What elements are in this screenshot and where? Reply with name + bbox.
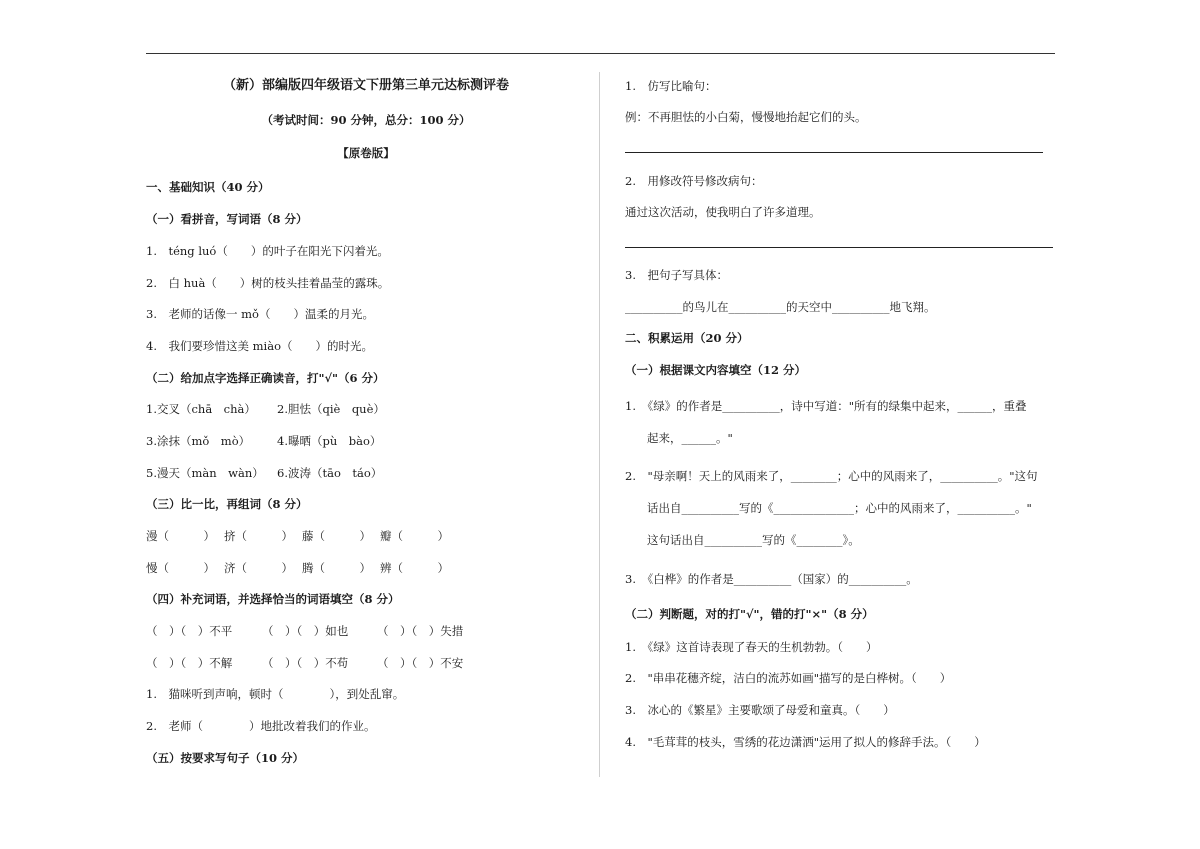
- judge-4: 4. "毛茸茸的枝头，雪绣的花边潇洒"运用了拟人的修辞手法。（ ）: [625, 735, 986, 749]
- expand-sentence: __________的鸟儿在__________的天空中__________地飞翔。: [625, 300, 936, 314]
- sentence-task-2: 2. 用修改符号修改病句：: [625, 174, 763, 188]
- exam-subtitle: （考试时间：90 分钟，总分：100 分）: [261, 113, 471, 127]
- idiom-blank: （ ）（ ）不安: [377, 656, 464, 670]
- part-2-heading: （二）给加点字选择正确读音，打"√"（6 分）: [146, 371, 385, 385]
- recall-2-cont: 话出自__________写的《______________；心中的风雨来了，__________。": [647, 501, 1032, 515]
- idiom-blank: （ ）（ ）不解: [146, 656, 233, 670]
- recall-1-cont: 起来，______。": [647, 431, 733, 445]
- question-1: 1. téng luó（ ）的叶子在阳光下闪着光。: [146, 244, 389, 258]
- pronunciation-5: 5.漫天（màn wàn）: [146, 466, 264, 480]
- fill-question-2: 2. 老师（ ）地批改着我们的作业。: [146, 719, 376, 733]
- answer-line: [625, 152, 1043, 153]
- compare-word: 挤（ ）: [224, 529, 293, 543]
- judge-3: 3. 冰心的《繁星》主要歌颂了母爱和童真。（ ）: [625, 703, 895, 717]
- exam-title: （新）部编版四年级语文下册第三单元达标测评卷: [222, 78, 509, 93]
- sentence-task-3: 3. 把句子写具体：: [625, 268, 728, 282]
- question-3: 3. 老师的话像一 mǒ（ ）温柔的月光。: [146, 307, 374, 321]
- idiom-blank: （ ）（ ）如也: [262, 624, 349, 638]
- pronunciation-3: 3.涂抹（mǒ mò）: [146, 434, 251, 448]
- recall-1: 1. 《绿》的作者是__________，诗中写道："所有的绿集中起来，______，重叠: [625, 399, 1027, 413]
- pronunciation-1: 1.交叉（chā chà）: [146, 402, 256, 416]
- idiom-blank: （ ）（ ）不平: [146, 624, 233, 638]
- compare-word: 济（ ）: [224, 561, 293, 575]
- compare-word: 藤（ ）: [302, 529, 371, 543]
- compare-word: 瓣（ ）: [380, 529, 449, 543]
- sentence-example: 例：不再胆怯的小白菊，慢慢地抬起它们的头。: [625, 110, 867, 124]
- edition-label: 【原卷版】: [337, 146, 395, 160]
- fill-question-1: 1. 猫咪听到声响，顿时（ ），到处乱窜。: [146, 687, 405, 701]
- question-4: 4. 我们要珍惜这美 miào（ ）的时光。: [146, 339, 373, 353]
- compare-word: 漫（ ）: [146, 529, 215, 543]
- part-3-heading: （三）比一比，再组词（8 分）: [146, 497, 308, 511]
- compare-word: 慢（ ）: [146, 561, 215, 575]
- compare-word: 辨（ ）: [380, 561, 449, 575]
- part-5-heading: （五）按要求写句子（10 分）: [146, 751, 305, 765]
- idiom-blank: （ ）（ ）失措: [377, 624, 464, 638]
- recall-2-cont: 这句话出自__________写的《________》。: [647, 533, 860, 547]
- judge-1: 1. 《绿》这首诗表现了春天的生机勃勃。（ ）: [625, 640, 878, 654]
- idiom-blank: （ ）（ ）不苟: [262, 656, 349, 670]
- judge-heading: （二）判断题，对的打"√"，错的打"×"（8 分）: [625, 607, 874, 621]
- faulty-sentence: 通过这次活动，使我明白了许多道理。: [625, 205, 821, 219]
- pronunciation-2: 2.胆怯（qiè què）: [277, 402, 385, 416]
- answer-line: [625, 247, 1053, 248]
- part-4-heading: （四）补充词语，并选择恰当的词语填空（8 分）: [146, 592, 400, 606]
- recall-3: 3. 《白桦》的作者是__________（国家）的__________。: [625, 572, 918, 586]
- judge-2: 2. "串串花穗齐绽，洁白的流苏如画"描写的是白桦树。（ ）: [625, 671, 952, 685]
- pronunciation-4: 4.曝晒（pù bào）: [277, 434, 382, 448]
- header-rule: [146, 53, 1055, 54]
- column-divider: [599, 72, 600, 777]
- compare-word: 腾（ ）: [302, 561, 371, 575]
- section-2-heading: 二、积累运用（20 分）: [625, 331, 749, 345]
- recall-2: 2. "母亲啊！天上的风雨来了，________；心中的风雨来了，__________。"这句: [625, 469, 1038, 483]
- part-1-heading: （一）看拼音，写词语（8 分）: [146, 212, 308, 226]
- pronunciation-6: 6.波涛（tāo táo）: [277, 466, 383, 480]
- question-2: 2. 白 huà（ ）树的枝头挂着晶莹的露珠。: [146, 276, 390, 290]
- sentence-task-1: 1. 仿写比喻句：: [625, 79, 717, 93]
- section-1-heading: 一、基础知识（40 分）: [146, 180, 270, 194]
- recall-heading: （一）根据课文内容填空（12 分）: [625, 363, 807, 377]
